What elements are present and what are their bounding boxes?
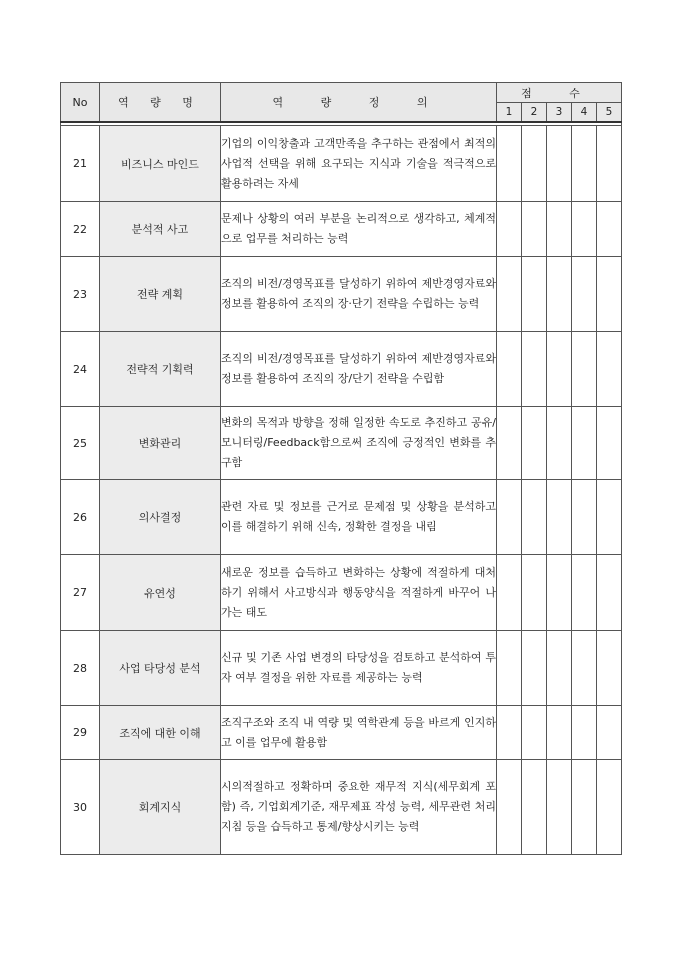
score-cell-4[interactable]	[572, 706, 597, 760]
score-cell-3[interactable]	[547, 555, 572, 631]
header-competency-definition-text: 역 량 정 의	[272, 96, 445, 109]
score-cell-2[interactable]	[522, 480, 547, 555]
competency-no: 25	[61, 407, 100, 480]
score-cell-2[interactable]	[522, 631, 547, 706]
competency-definition: 신규 및 기존 사업 변경의 타당성을 검토하고 분석하여 투자 여부 결정을 위한 자료를 제공하는 능력	[221, 631, 497, 706]
score-cell-5[interactable]	[597, 480, 622, 555]
competency-definition: 변화의 목적과 방향을 정해 일정한 속도로 추진하고 공유/모니터링/Feedback함으로써 조직에 긍정적인 변화를 추구함	[221, 407, 497, 480]
competency-name: 비즈니스 마인드	[100, 126, 221, 202]
score-cell-2[interactable]	[522, 407, 547, 480]
table-row	[61, 480, 622, 555]
header-competency-definition	[221, 83, 497, 123]
table-row	[61, 202, 622, 257]
table-row	[61, 706, 622, 760]
table-row	[61, 555, 622, 631]
score-cell-3[interactable]	[547, 631, 572, 706]
competency-no: 27	[61, 555, 100, 631]
score-cell-4[interactable]	[572, 332, 597, 407]
header-no: No	[61, 83, 100, 123]
score-cell-2[interactable]	[522, 706, 547, 760]
competency-no: 29	[61, 706, 100, 760]
competency-definition: 관련 자료 및 정보를 근거로 문제점 및 상황을 분석하고 이를 해결하기 위해 신속, 정확한 결정을 내림	[221, 480, 497, 555]
score-cell-4[interactable]	[572, 257, 597, 332]
score-cell-4[interactable]	[572, 760, 597, 855]
score-cell-2[interactable]	[522, 257, 547, 332]
competency-definition: 조직구조와 조직 내 역량 및 역학관계 등을 바르게 인지하고 이를 업무에 활용함	[221, 706, 497, 760]
competency-no: 21	[61, 126, 100, 202]
score-cell-1[interactable]	[497, 555, 522, 631]
competency-definition: 문제나 상황의 여러 부분을 논리적으로 생각하고, 체계적으로 업무를 처리하는 능력	[221, 202, 497, 257]
score-cell-5[interactable]	[597, 257, 622, 332]
header-score-2: 2	[522, 103, 547, 123]
competency-name: 회계지식	[100, 760, 221, 855]
competency-name: 전략 계획	[100, 257, 221, 332]
competency-name: 유연성	[100, 555, 221, 631]
header-score	[497, 83, 622, 103]
competency-no: 28	[61, 631, 100, 706]
score-cell-4[interactable]	[572, 202, 597, 257]
competency-table	[60, 82, 622, 855]
table-row	[61, 760, 622, 855]
score-cell-5[interactable]	[597, 631, 622, 706]
competency-name: 변화관리	[100, 407, 221, 480]
score-cell-2[interactable]	[522, 760, 547, 855]
score-cell-4[interactable]	[572, 631, 597, 706]
header-score-text: 점 수	[521, 86, 597, 100]
score-cell-1[interactable]	[497, 480, 522, 555]
score-cell-4[interactable]	[572, 126, 597, 202]
score-cell-1[interactable]	[497, 407, 522, 480]
competency-definition: 시의적절하고 정확하며 중요한 재무적 지식(세무회계 포함) 즉, 기업회계기준, 재무제표 작성 능력, 세무관련 처리 지침 등을 습득하고 통제/향상시키는 능력	[221, 760, 497, 855]
table-row	[61, 631, 622, 706]
competency-name: 의사결정	[100, 480, 221, 555]
score-cell-5[interactable]	[597, 555, 622, 631]
table-row	[61, 332, 622, 407]
score-cell-4[interactable]	[572, 407, 597, 480]
score-cell-4[interactable]	[572, 480, 597, 555]
table-row	[61, 407, 622, 480]
header-score-1: 1	[497, 103, 522, 123]
score-cell-1[interactable]	[497, 706, 522, 760]
competency-no: 26	[61, 480, 100, 555]
header-competency-name-text: 역 량 명	[118, 96, 202, 109]
score-cell-1[interactable]	[497, 332, 522, 407]
score-cell-5[interactable]	[597, 332, 622, 407]
score-cell-2[interactable]	[522, 555, 547, 631]
score-cell-2[interactable]	[522, 202, 547, 257]
score-cell-5[interactable]	[597, 407, 622, 480]
score-cell-2[interactable]	[522, 332, 547, 407]
score-cell-4[interactable]	[572, 555, 597, 631]
score-cell-3[interactable]	[547, 760, 572, 855]
score-cell-3[interactable]	[547, 407, 572, 480]
competency-rows	[61, 122, 622, 855]
header-competency-name	[100, 83, 221, 123]
score-cell-3[interactable]	[547, 480, 572, 555]
score-cell-3[interactable]	[547, 332, 572, 407]
score-cell-1[interactable]	[497, 631, 522, 706]
competency-name: 분석적 사고	[100, 202, 221, 257]
competency-no: 22	[61, 202, 100, 257]
score-cell-3[interactable]	[547, 126, 572, 202]
header-score-4: 4	[572, 103, 597, 123]
competency-name: 조직에 대한 이해	[100, 706, 221, 760]
score-cell-1[interactable]	[497, 257, 522, 332]
score-cell-5[interactable]	[597, 706, 622, 760]
score-cell-2[interactable]	[522, 126, 547, 202]
score-cell-1[interactable]	[497, 760, 522, 855]
score-cell-5[interactable]	[597, 760, 622, 855]
score-cell-1[interactable]	[497, 202, 522, 257]
competency-definition: 기업의 이익창출과 고객만족을 추구하는 관점에서 최적의 사업적 선택을 위해 요구되는 지식과 기술을 적극적으로 활용하려는 자세	[221, 126, 497, 202]
score-cell-3[interactable]	[547, 202, 572, 257]
competency-no: 30	[61, 760, 100, 855]
score-cell-3[interactable]	[547, 257, 572, 332]
competency-definition: 새로운 정보를 습득하고 변화하는 상황에 적절하게 대처하기 위해서 사고방식과 행동양식을 적절하게 바꾸어 나가는 태도	[221, 555, 497, 631]
header-score-3: 3	[547, 103, 572, 123]
score-cell-5[interactable]	[597, 126, 622, 202]
competency-definition: 조직의 비전/경영목표를 달성하기 위하여 제반경영자료와 정보를 활용하여 조직의 장/단기 전략을 수립함	[221, 332, 497, 407]
competency-name: 사업 타당성 분석	[100, 631, 221, 706]
score-cell-3[interactable]	[547, 706, 572, 760]
competency-definition: 조직의 비전/경영목표를 달성하기 위하여 제반경영자료와 정보를 활용하여 조직의 장·단기 전략을 수립하는 능력	[221, 257, 497, 332]
table-row	[61, 257, 622, 332]
competency-no: 23	[61, 257, 100, 332]
header-score-5: 5	[597, 103, 622, 123]
score-cell-5[interactable]	[597, 202, 622, 257]
competency-name: 전략적 기획력	[100, 332, 221, 407]
competency-no: 24	[61, 332, 100, 407]
table-row	[61, 126, 622, 202]
score-cell-1[interactable]	[497, 126, 522, 202]
